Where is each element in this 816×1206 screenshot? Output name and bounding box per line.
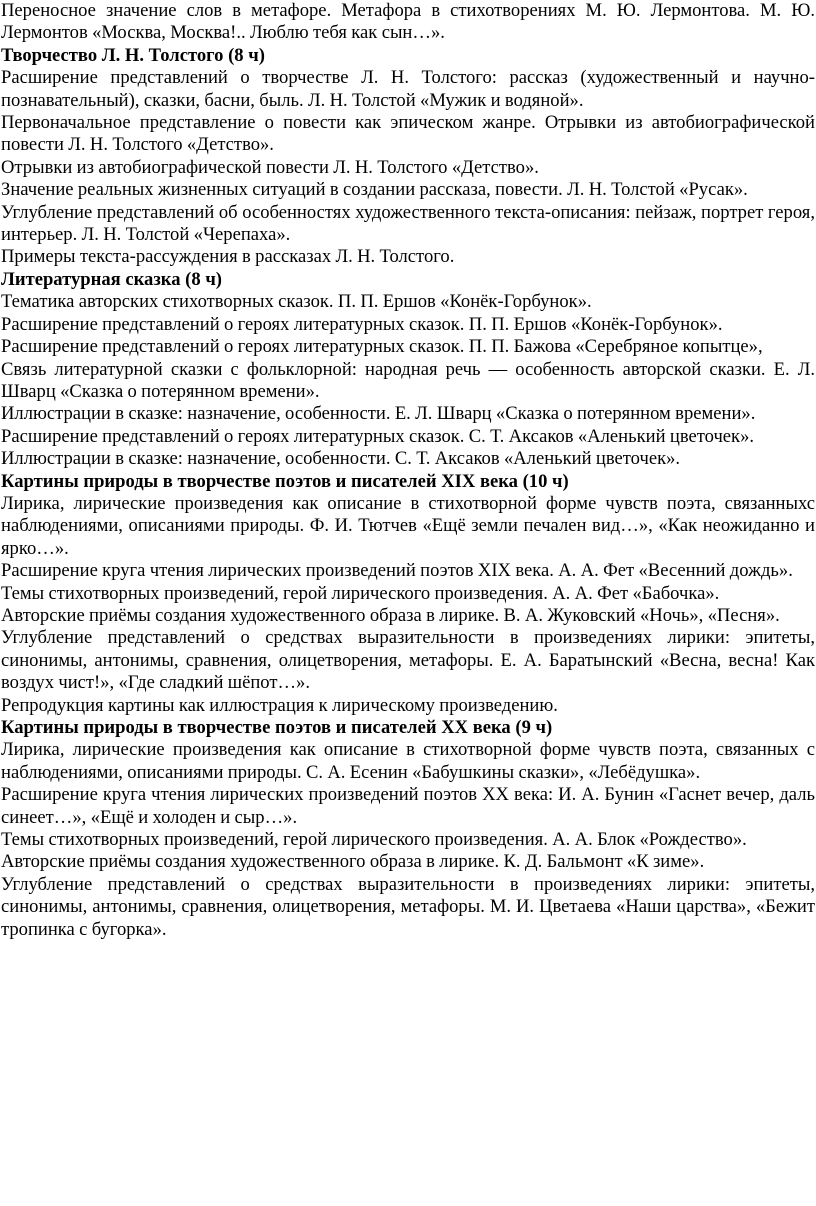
paragraph: Расширение круга чтения лирических произведений поэтов XX века: И. А. Бунин «Гаснет вечер, даль синеет…», «Ещё и холоден и сыр…». <box>1 784 815 828</box>
paragraph: Расширение круга чтения лирических произведений поэтов XIX века. А. А. Фет «Весенний дождь». <box>1 560 793 582</box>
paragraph: Значение реальных жизненных ситуаций в создании рассказа, повести. Л. Н. Толстой «Русак». <box>1 179 748 201</box>
paragraph: Авторские приёмы создания художественного образа в лирике. В. А. Жуковский «Ночь», «Песня». <box>1 604 780 626</box>
paragraph: Иллюстрации в сказке: назначение, особенности. С. Т. Аксаков «Аленький цветочек». <box>1 448 681 470</box>
paragraph: Связь литературной сказки с фольклорной: народная речь — особенность авторской сказки. Е. Л. Шварц «Сказка о потерянном времени». <box>1 358 815 402</box>
paragraph: Расширение представлений о героях литературных сказок. П. П. Бажова «Серебряное копытце», <box>1 336 763 358</box>
paragraph: Отрывки из автобиографической повести Л. Н. Толстого «Детство». <box>1 156 539 178</box>
paragraph: Углубление представлений о средствах выразительности в произведениях лирики: эпитеты, синонимы, антонимы, сравнения, олицетворения, метафоры. М. И. Цветаева «Наши царства», «Бежит тропинка с бугорка». <box>1 873 815 940</box>
paragraph: Примеры текста-рассуждения в рассказах Л. Н. Толстого. <box>1 246 455 268</box>
paragraph: Расширение представлений о героях литературных сказок. С. Т. Аксаков «Аленький цветочек». <box>1 425 755 447</box>
section-heading: Творчество Л. Н. Толстого (8 ч) <box>1 44 265 66</box>
paragraph: Переносное значение слов в метафоре. Метафора в стихотворениях М. Ю. Лермонтова. М. Ю. Лермонтов «Москва, Москва!.. Люблю тебя как сын…». <box>1 0 815 44</box>
section-heading: Картины природы в творчестве поэтов и писателей XIX века (10 ч) <box>1 470 569 492</box>
paragraph: Лирика, лирические произведения как описание в стихотворной форме чувств поэта, связанныхс наблюдениями, описаниями природы. Ф. И. Тютчев «Ещё земли печален вид…», «Как неожиданно и ярко…». <box>1 492 815 559</box>
paragraph: Иллюстрации в сказке: назначение, особенности. Е. Л. Шварц «Сказка о потерянном времени». <box>1 403 756 425</box>
section-heading: Литературная сказка (8 ч) <box>1 268 223 290</box>
paragraph: Авторские приёмы создания художественного образа в лирике. К. Д. Бальмонт «К зиме». <box>1 851 705 873</box>
paragraph: Углубление представлений о средствах выразительности в произведениях лирики: эпитеты, синонимы, антонимы, сравнения, олицетворения, метафоры. Е. А. Баратынский «Весна, весна! Как воздух чист!», «Где сладкий шёпот…». <box>1 627 815 694</box>
paragraph: Темы стихотворных произведений, герой лирического произведения. А. А. Блок «Рождество». <box>1 829 747 851</box>
paragraph: Углубление представлений об особенностях художественного текста-описания: пейзаж, портрет героя, интерьер. Л. Н. Толстой «Черепаха». <box>1 201 815 246</box>
paragraph: Расширение представлений о творчестве Л. Н. Толстого: рассказ (художественный и научно-познавательный), сказки, басни, быль. Л. Н. Толстой «Мужик и водяной». <box>1 67 815 111</box>
paragraph: Первоначальное представление о повести как эпическом жанре. Отрывки из автобиографической повести Л. Н. Толстого «Детство». <box>1 112 815 156</box>
paragraph: Расширение представлений о героях литературных сказок. П. П. Ершов «Конёк-Горбунок». <box>1 313 723 335</box>
paragraph: Темы стихотворных произведений, герой лирического произведения. А. А. Фет «Бабочка». <box>1 582 720 604</box>
paragraph: Репродукция картины как иллюстрация к лирическому произведению. <box>1 694 558 716</box>
section-heading: Картины природы в творчестве поэтов и писателей XX века (9 ч) <box>1 717 553 738</box>
paragraph: Тематика авторских стихотворных сказок. П. П. Ершов «Конёк-Горбунок». <box>1 291 592 313</box>
paragraph: Лирика, лирические произведения как описание в стихотворной форме чувств поэта, связанных с наблюдениями, описаниями природы. С. А. Есенин «Бабушкины сказки», «Лебёдушка». <box>1 739 815 783</box>
